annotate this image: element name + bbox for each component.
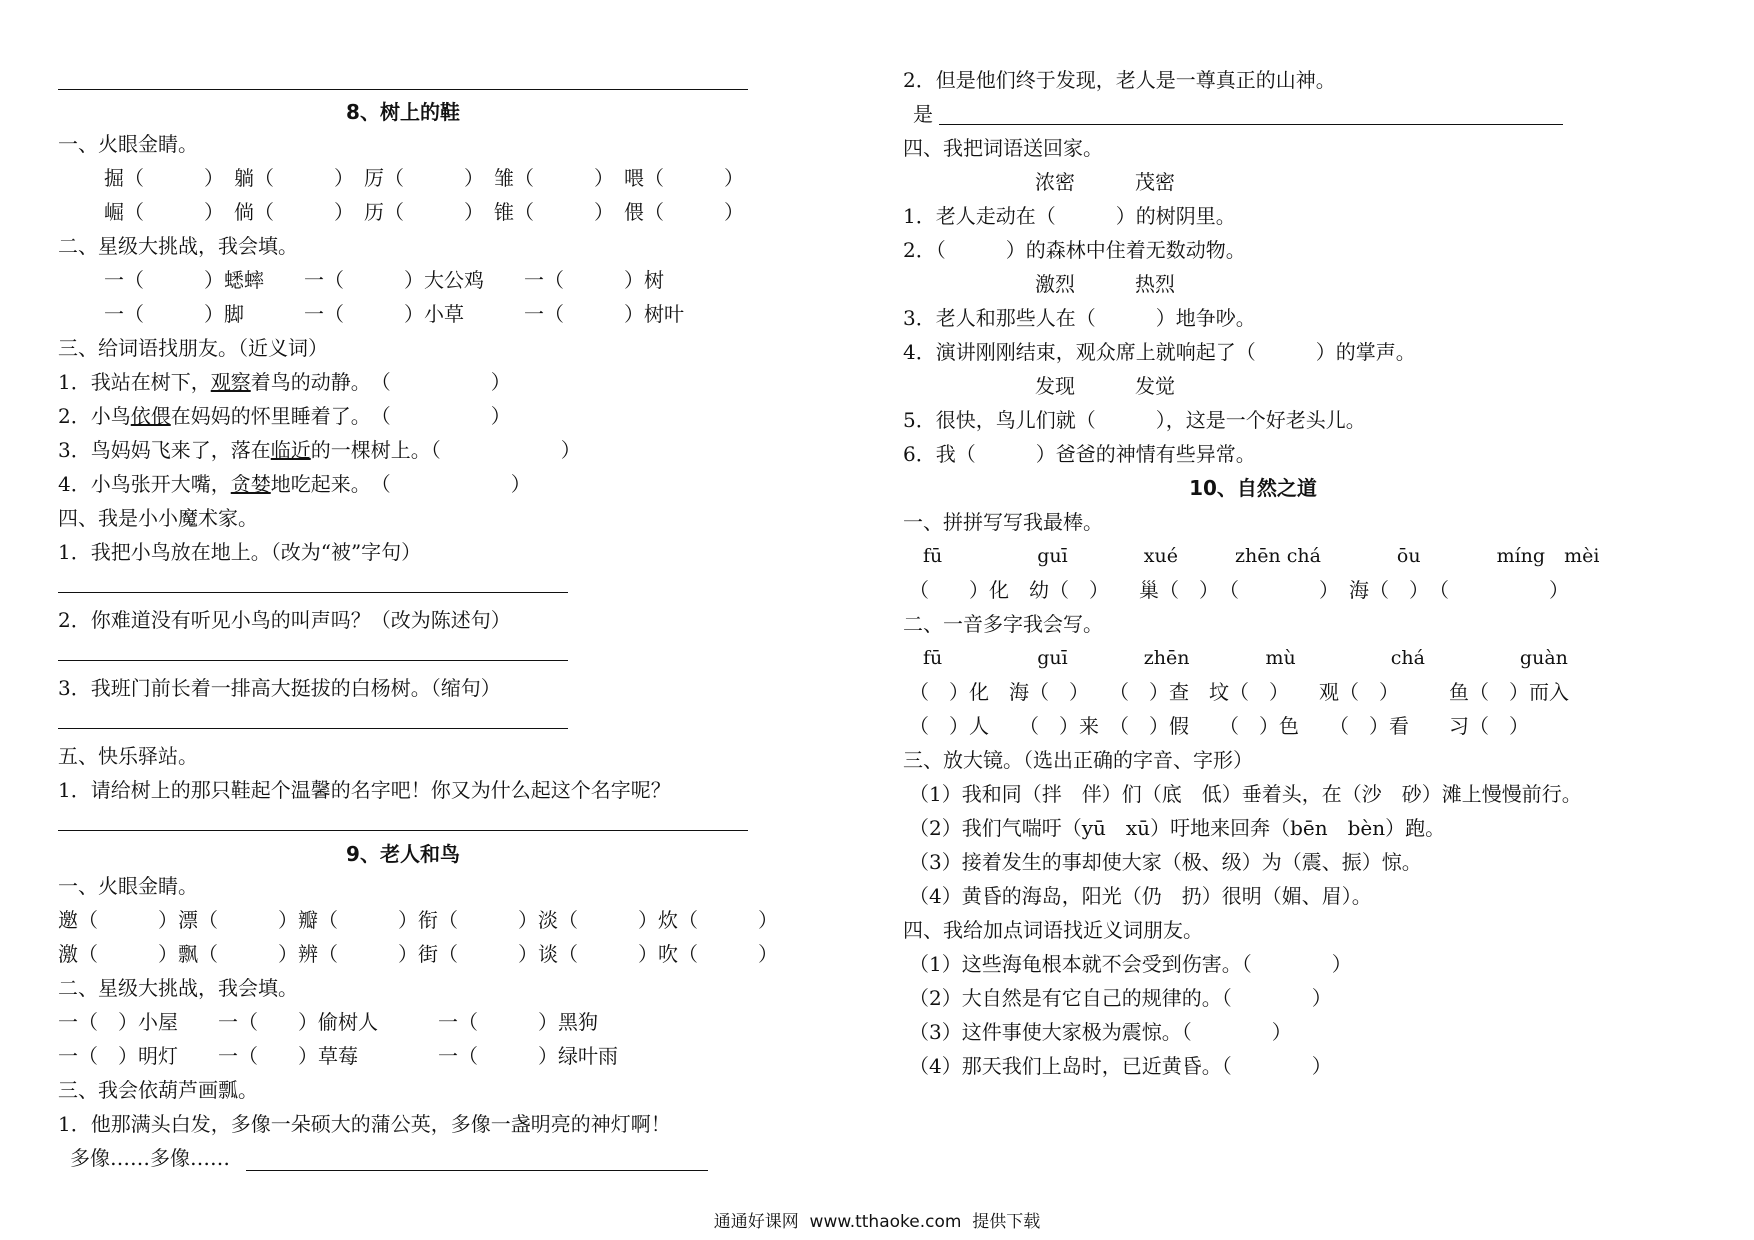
l8-q3-item4: 4．小鸟张开大嘴，贪婪地吃起来。 （ ）	[58, 472, 531, 496]
l10-q3-item3: （3）接着发生的事却使大家（极、级）为（震、振）惊。	[909, 850, 1422, 874]
l8-q2-row1: 一（ ）蟋蟀 一（ ）大公鸡 一（ ）树	[104, 268, 664, 292]
answer-line	[58, 660, 568, 661]
l8-q3-item3: 3．鸟妈妈飞来了，落在临近的一棵树上。（ ）	[58, 438, 581, 462]
l8-q4-item3: 3．我班门前长着一排高大挺拔的白杨树。（缩句）	[58, 676, 501, 700]
l8-q1-heading: 一、火眼金睛。	[58, 132, 198, 156]
l8-q5-item1: 1．请给树上的那只鞋起个温馨的名字吧！你又为什么起这个名字呢？	[58, 778, 671, 802]
l8-q1-row2: 崛（ ） 倘（ ） 历（ ） 锥（ ） 偎（ ）	[104, 200, 744, 224]
l9-q4-heading: 四、我把词语送回家。	[903, 136, 1103, 160]
l9-q1-row1: 邀（ ）漂（ ）瓣（ ）衔（ ）淡（ ）炊（ ）	[58, 908, 778, 932]
l10-q3-item4: （4）黄昏的海岛，阳光（仍 扔）很明（媚、眉）。	[909, 884, 1372, 908]
l10-q1-pinyin: fū guī xué zhēn chá ōu míng mèi	[923, 545, 1600, 567]
l9-q3-heading: 三、我会依葫芦画瓢。	[58, 1078, 258, 1102]
l8-q2-row2: 一（ ）脚 一（ ）小草 一（ ）树叶	[104, 302, 684, 326]
answer-line	[58, 592, 568, 593]
l10-q4-item2: （2）大自然是有它自己的规律的。（ ）	[909, 986, 1332, 1010]
l8-q5-heading: 五、快乐驿站。	[58, 744, 198, 768]
l10-q4-item4: （4）那天我们上岛时，已近黄昏。（ ）	[909, 1054, 1332, 1078]
answer-line	[58, 728, 568, 729]
l10-q2-row1: （ ）化 海（ ） （ ）查 坟（ ） 观（ ） 鱼（ ）而入	[909, 680, 1569, 704]
l8-q3-heading: 三、给词语找朋友。（近义词）	[58, 336, 328, 360]
l9-q2-row1: 一（ ）小屋 一（ ）偷树人 一（ ）黑狗	[58, 1010, 598, 1034]
l8-q4-item2: 2．你难道没有听见小鸟的叫声吗？（改为陈述句）	[58, 608, 511, 632]
l10-q4-item1: （1）这些海龟根本就不会受到伤害。（ ）	[909, 952, 1352, 976]
l10-q3-item1: （1）我和同（拌 伴）们（底 低）垂着头，在（沙 砂）滩上慢慢前行。	[909, 782, 1582, 806]
l8-q2-heading: 二、星级大挑战，我会填。	[58, 234, 298, 258]
l10-q3-heading: 三、放大镜。（选出正确的字音、字形）	[903, 748, 1253, 772]
l9-q4-item4: 4．演讲刚刚结束，观众席上就响起了（ ）的掌声。	[903, 340, 1416, 364]
l9-q4-wordpair1: 浓密 茂密	[1035, 170, 1175, 194]
l10-q3-item2: （2）我们气喘吁（yū xū）吁地来回奔（bēn bèn）跑。	[909, 816, 1446, 840]
l9-q1-heading: 一、火眼金睛。	[58, 874, 198, 898]
l9-q4-item5: 5．很快，鸟儿们就（ ），这是一个好老头儿。	[903, 408, 1366, 432]
l9-q3-item2-prompt: 是	[913, 102, 933, 126]
l9-q1-row2: 激（ ）飘（ ）辨（ ）街（ ）谈（ ）吹（ ）	[58, 942, 778, 966]
l10-q4-heading: 四、我给加点词语找近义词朋友。	[903, 918, 1203, 942]
l9-q4-wordpair3: 发现 发觉	[1035, 374, 1175, 398]
lesson-8-title: 8、树上的鞋	[346, 100, 460, 124]
answer-line	[246, 1170, 708, 1171]
l10-q2-pinyin: fū guī zhēn mù chá guàn	[923, 647, 1568, 669]
l10-q1-heading: 一、拼拼写写我最棒。	[903, 510, 1103, 534]
l8-q3-item2: 2．小鸟依偎在妈妈的怀里睡着了。 （ ）	[58, 404, 511, 428]
l10-q4-item3: （3）这件事使大家极为震惊。（ ）	[909, 1020, 1292, 1044]
l9-q3-item1: 1．他那满头白发，多像一朵硕大的蒲公英，多像一盏明亮的神灯啊！	[58, 1112, 671, 1136]
l9-q4-item2: 2．（ ）的森林中住着无数动物。	[903, 238, 1246, 262]
l8-q1-row1: 掘（ ） 躺（ ） 厉（ ） 雏（ ） 喂（ ）	[104, 166, 744, 190]
l8-q3-item1: 1．我站在树下，观察着鸟的动静。 （ ）	[58, 370, 511, 394]
section-divider	[58, 89, 748, 90]
l9-q2-row2: 一（ ）明灯 一（ ）草莓 一（ ）绿叶雨	[58, 1044, 618, 1068]
lesson-10-title: 10、自然之道	[1189, 476, 1317, 500]
l9-q4-item3: 3．老人和那些人在（ ）地争吵。	[903, 306, 1256, 330]
lesson-9-title: 9、老人和鸟	[346, 842, 460, 866]
l9-q3-item1-prompt: 多像……多像……	[70, 1146, 230, 1170]
l10-q2-heading: 二、一音多字我会写。	[903, 612, 1103, 636]
l9-q2-heading: 二、星级大挑战，我会填。	[58, 976, 298, 1000]
section-divider	[58, 830, 748, 831]
l8-q4-heading: 四、我是小小魔术家。	[58, 506, 258, 530]
l10-q1-row: （ ）化 幼（ ） 巢（ ） （ ） 海（ ） （ ）	[909, 578, 1569, 602]
l9-q4-item1: 1．老人走动在（ ）的树阴里。	[903, 204, 1236, 228]
l9-q3-item2: 2．但是他们终于发现，老人是一尊真正的山神。	[903, 68, 1336, 92]
l8-q4-item1: 1．我把小鸟放在地上。（改为“被”字句）	[58, 540, 422, 564]
page-footer: 通通好课网 www.tthaoke.com 提供下载	[713, 1212, 1041, 1232]
l9-q4-item6: 6．我（ ）爸爸的神情有些异常。	[903, 442, 1256, 466]
l10-q2-row2: （ ）人 （ ）来 （ ）假 （ ）色 （ ）看 习（ ）	[909, 714, 1529, 738]
l9-q4-wordpair2: 激烈 热烈	[1035, 272, 1175, 296]
answer-line	[939, 124, 1563, 125]
